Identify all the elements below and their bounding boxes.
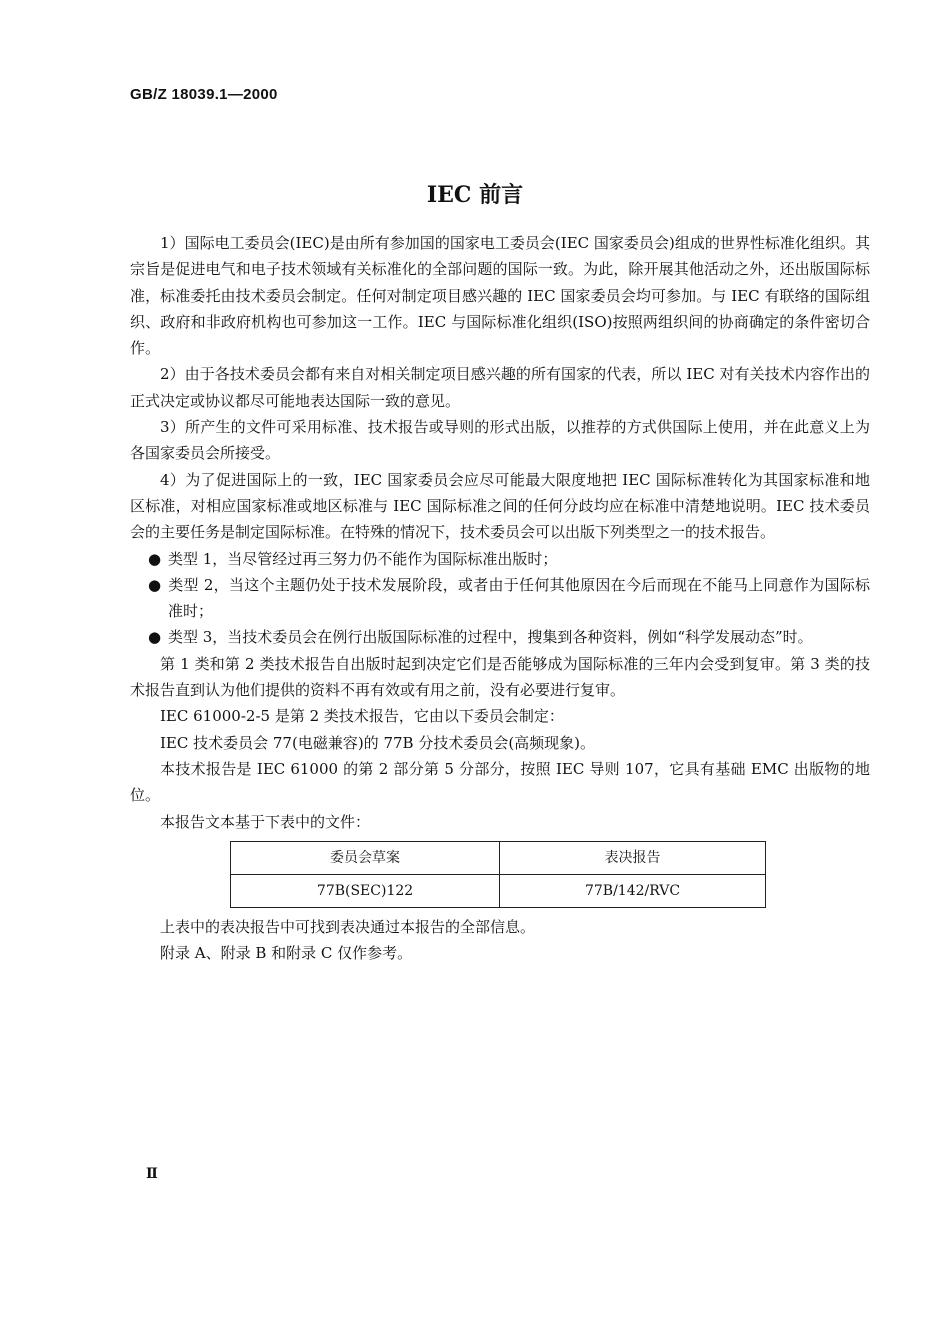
standard-number: GB/Z 18039.1—2000 (130, 86, 278, 103)
bullet-icon: ● (148, 628, 162, 647)
table-header-cell: 委员会草案 (231, 841, 500, 874)
paragraph-1: 1）国际电工委员会(IEC)是由所有参加国的国家电工委员会(IEC 国家委员会)组成的世界性标准化组织。其宗旨是促进电气和电子技术领域有关标准化的全部问题的国际一致。为此，除开展其他活动之外，还出版国际标准，标准委托由技术委员会制定。任何对制定项目感兴趣的 IEC 国家委员会均可参加。与 IEC 有联络的国际组织、政府和非政府机构也可参加这一工作。IEC 与国际标准化组织(ISO)按照两组织间的协商确定的条件密切合作。 (130, 234, 870, 358)
page-number: Ⅱ (146, 1166, 158, 1182)
paragraph-3: 3）所产生的文件可采用标准、技术报告或导则的形式出版，以推荐的方式供国际上使用，并在此意义上为各国家委员会所接受。 (130, 418, 870, 463)
paragraph-8: 本技术报告是 IEC 61000 的第 2 部分第 5 分部分，按照 IEC 导则 107，它具有基础 EMC 出版物的地位。 (130, 759, 870, 805)
paragraph-6: IEC 61000-2-5 是第 2 类技术报告，它由以下委员会制定： (160, 707, 564, 726)
paragraph-4: 4）为了促进国际上的一致，IEC 国家委员会应尽可能最大限度地把 IEC 国际标准转化为其国家标准和地区标准，对相应国家标准或地区标准与 IEC 国际标准之间的任何分歧均应在标准中清楚地说明。IEC 技术委员会的主要任务是制定国际标准。在特殊的情况下，技术委员会可以出版下列类型之一的技术报告。 (130, 470, 870, 542)
bullet-item-type-1 (130, 546, 870, 572)
bullet-item-type-2 (130, 572, 870, 625)
paragraph-2: 2）由于各技术委员会都有来自对相关制定项目感兴趣的所有国家的代表，所以 IEC 对有关技术内容作出的正式决定或协议都尽可能地表达国际一致的意见。 (130, 365, 870, 410)
bullet-text: 类型 1，当尽管经过再三努力仍不能作为国际标准出版时； (168, 549, 558, 568)
bullet-icon: ● (148, 549, 162, 568)
bullet-text: 类型 2，当这个主题仍处于技术发展阶段，或者由于任何其他原因在今后而现在不能马上同意作为国际标准时； (168, 575, 870, 621)
page-title: IEC 前言 (426, 182, 524, 208)
paragraph-10: 上表中的表决报告中可找到表决通过本报告的全部信息。 (160, 917, 536, 936)
table-cell: 77B(SEC)122 (231, 874, 500, 907)
paragraph-11: 附录 A、附录 B 和附录 C 仅作参考。 (160, 944, 413, 963)
paragraph-5: 第 1 类和第 2 类技术报告自出版时起到决定它们是否能够成为国际标准的三年内会受到复审。第 3 类的技术报告直到认为他们提供的资料不再有效或有用之前，没有必要进行复审。 (130, 654, 870, 700)
paragraph-9: 本报告文本基于下表中的文件： (160, 812, 371, 831)
bullet-item-type-3 (130, 624, 870, 650)
paragraph-7: IEC 技术委员会 77(电磁兼容)的 77B 分技术委员会(高频现象)。 (160, 733, 596, 752)
bullet-text: 类型 3，当技术委员会在例行出版国际标准的过程中，搜集到各种资料，例如“科学发展动态”时。 (168, 628, 813, 647)
table-row (231, 874, 766, 907)
table-cell: 77B/142/RVC (500, 874, 766, 907)
bullet-icon: ● (148, 575, 162, 594)
documents-table (230, 841, 766, 908)
table-header-cell: 表决报告 (500, 841, 766, 874)
document-body (130, 230, 870, 966)
table-header-row (231, 841, 766, 874)
